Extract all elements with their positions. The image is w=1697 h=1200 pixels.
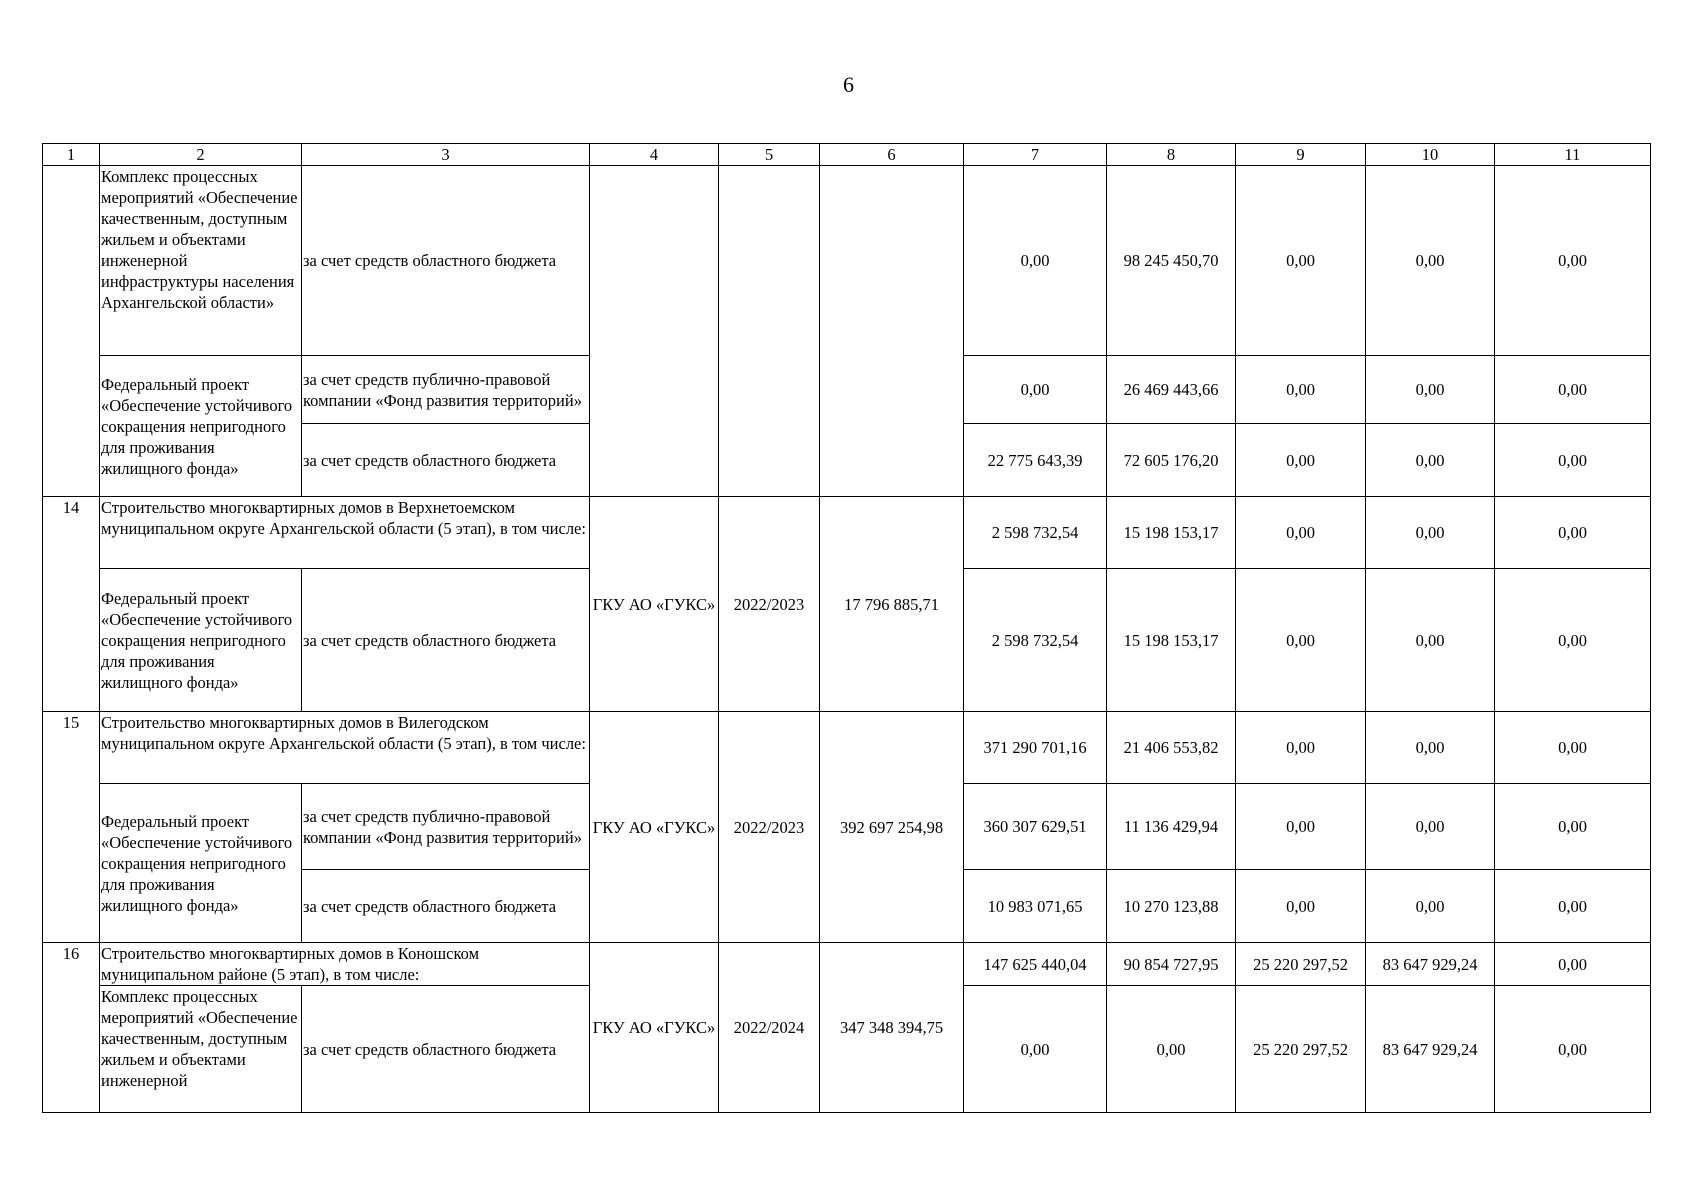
value-cell: 11 136 429,94 bbox=[1107, 784, 1236, 870]
page-number: 6 bbox=[843, 72, 854, 97]
header-cell: 10 bbox=[1366, 144, 1495, 166]
row-number-cell bbox=[43, 166, 100, 497]
value-cell: 10 983 071,65 bbox=[964, 870, 1107, 943]
header-cell: 11 bbox=[1495, 144, 1651, 166]
table-row bbox=[43, 497, 1651, 569]
org-cell bbox=[590, 166, 719, 497]
value-cell: 0,00 bbox=[1236, 356, 1366, 424]
value-cell: 371 290 701,16 bbox=[964, 712, 1107, 784]
value-cell: 0,00 bbox=[1366, 569, 1495, 712]
value-cell: 0,00 bbox=[1236, 569, 1366, 712]
budget-table bbox=[42, 143, 1651, 1113]
measure-name: Комплекс процессных мероприятий «Обеспечение качественным, доступным жильем и объектами инженерной инфраструктуры населения Архангельской области» bbox=[100, 166, 302, 356]
value-cell: 25 220 297,52 bbox=[1236, 986, 1366, 1113]
value-cell: 0,00 bbox=[1366, 166, 1495, 356]
header-cell: 4 bbox=[590, 144, 719, 166]
value-cell: 0,00 bbox=[964, 166, 1107, 356]
header-cell: 1 bbox=[43, 144, 100, 166]
value-cell: 0,00 bbox=[1495, 986, 1651, 1113]
header-row bbox=[43, 144, 1651, 166]
cost-cell: 347 348 394,75 bbox=[820, 943, 964, 1113]
value-cell: 0,00 bbox=[1366, 784, 1495, 870]
value-cell: 0,00 bbox=[964, 986, 1107, 1113]
cost-cell bbox=[820, 166, 964, 497]
value-cell: 72 605 176,20 bbox=[1107, 424, 1236, 497]
period-cell bbox=[719, 166, 820, 497]
value-cell: 0,00 bbox=[1366, 356, 1495, 424]
measure-name: Федеральный проект «Обеспечение устойчивого сокращения непригодного для проживания жилищного фонда» bbox=[100, 356, 302, 497]
funding-source: за счет средств областного бюджета bbox=[302, 166, 590, 356]
funding-source: за счет средств областного бюджета bbox=[302, 424, 590, 497]
value-cell: 2 598 732,54 bbox=[964, 569, 1107, 712]
value-cell: 0,00 bbox=[1236, 870, 1366, 943]
org-cell: ГКУ АО «ГУКС» bbox=[590, 497, 719, 712]
row-number: 15 bbox=[43, 712, 100, 943]
value-cell: 0,00 bbox=[1495, 784, 1651, 870]
value-cell: 0,00 bbox=[1366, 870, 1495, 943]
table-row bbox=[43, 166, 1651, 356]
project-title: Строительство многоквартирных домов в Коношском муниципальном районе (5 этап), в том числе: bbox=[100, 943, 590, 986]
value-cell: 0,00 bbox=[1495, 943, 1651, 986]
value-cell: 0,00 bbox=[1495, 356, 1651, 424]
funding-source: за счет средств областного бюджета bbox=[302, 569, 590, 712]
value-cell: 0,00 bbox=[1236, 784, 1366, 870]
value-cell: 0,00 bbox=[1495, 870, 1651, 943]
value-cell: 0,00 bbox=[1495, 166, 1651, 356]
row-number: 14 bbox=[43, 497, 100, 712]
period-cell: 2022/2023 bbox=[719, 497, 820, 712]
value-cell: 83 647 929,24 bbox=[1366, 986, 1495, 1113]
table-row bbox=[43, 712, 1651, 784]
value-cell: 0,00 bbox=[1366, 424, 1495, 497]
project-title: Строительство многоквартирных домов в Верхнетоемском муниципальном округе Архангельской области (5 этап), в том числе: bbox=[100, 497, 590, 569]
value-cell: 360 307 629,51 bbox=[964, 784, 1107, 870]
header-cell: 8 bbox=[1107, 144, 1236, 166]
value-cell: 0,00 bbox=[1236, 424, 1366, 497]
value-cell: 0,00 bbox=[1236, 166, 1366, 356]
value-cell: 0,00 bbox=[1495, 569, 1651, 712]
header-cell: 6 bbox=[820, 144, 964, 166]
value-cell: 15 198 153,17 bbox=[1107, 569, 1236, 712]
row-number: 16 bbox=[43, 943, 100, 1113]
value-cell: 90 854 727,95 bbox=[1107, 943, 1236, 986]
header-cell: 7 bbox=[964, 144, 1107, 166]
value-cell: 15 198 153,17 bbox=[1107, 497, 1236, 569]
funding-source: за счет средств публично-правовой компании «Фонд развития территорий» bbox=[302, 784, 590, 870]
value-cell: 26 469 443,66 bbox=[1107, 356, 1236, 424]
header-cell: 9 bbox=[1236, 144, 1366, 166]
value-cell: 2 598 732,54 bbox=[964, 497, 1107, 569]
measure-name: Федеральный проект «Обеспечение устойчивого сокращения непригодного для проживания жилищного фонда» bbox=[100, 784, 302, 943]
value-cell: 21 406 553,82 bbox=[1107, 712, 1236, 784]
value-cell: 25 220 297,52 bbox=[1236, 943, 1366, 986]
value-cell: 0,00 bbox=[964, 356, 1107, 424]
project-title: Строительство многоквартирных домов в Вилегодском муниципальном округе Архангельской области (5 этап), в том числе: bbox=[100, 712, 590, 784]
value-cell: 0,00 bbox=[1366, 497, 1495, 569]
value-cell: 0,00 bbox=[1495, 497, 1651, 569]
cost-cell: 392 697 254,98 bbox=[820, 712, 964, 943]
period-cell: 2022/2024 bbox=[719, 943, 820, 1113]
measure-name: Федеральный проект «Обеспечение устойчивого сокращения непригодного для проживания жилищного фонда» bbox=[100, 569, 302, 712]
value-cell: 0,00 bbox=[1366, 712, 1495, 784]
header-cell: 3 bbox=[302, 144, 590, 166]
cost-cell: 17 796 885,71 bbox=[820, 497, 964, 712]
value-cell: 0,00 bbox=[1495, 424, 1651, 497]
value-cell: 0,00 bbox=[1495, 712, 1651, 784]
value-cell: 0,00 bbox=[1107, 986, 1236, 1113]
funding-source: за счет средств областного бюджета bbox=[302, 870, 590, 943]
funding-source: за счет средств публично-правовой компании «Фонд развития территорий» bbox=[302, 356, 590, 424]
value-cell: 83 647 929,24 bbox=[1366, 943, 1495, 986]
value-cell: 0,00 bbox=[1236, 712, 1366, 784]
period-cell: 2022/2023 bbox=[719, 712, 820, 943]
measure-name: Комплекс процессных мероприятий «Обеспечение качественным, доступным жильем и объектами инженерной bbox=[100, 986, 302, 1113]
header-cell: 5 bbox=[719, 144, 820, 166]
header-cell: 2 bbox=[100, 144, 302, 166]
org-cell: ГКУ АО «ГУКС» bbox=[590, 943, 719, 1113]
value-cell: 10 270 123,88 bbox=[1107, 870, 1236, 943]
value-cell: 147 625 440,04 bbox=[964, 943, 1107, 986]
funding-source: за счет средств областного бюджета bbox=[302, 986, 590, 1113]
value-cell: 22 775 643,39 bbox=[964, 424, 1107, 497]
org-cell: ГКУ АО «ГУКС» bbox=[590, 712, 719, 943]
table-row bbox=[43, 943, 1651, 986]
value-cell: 98 245 450,70 bbox=[1107, 166, 1236, 356]
value-cell: 0,00 bbox=[1236, 497, 1366, 569]
